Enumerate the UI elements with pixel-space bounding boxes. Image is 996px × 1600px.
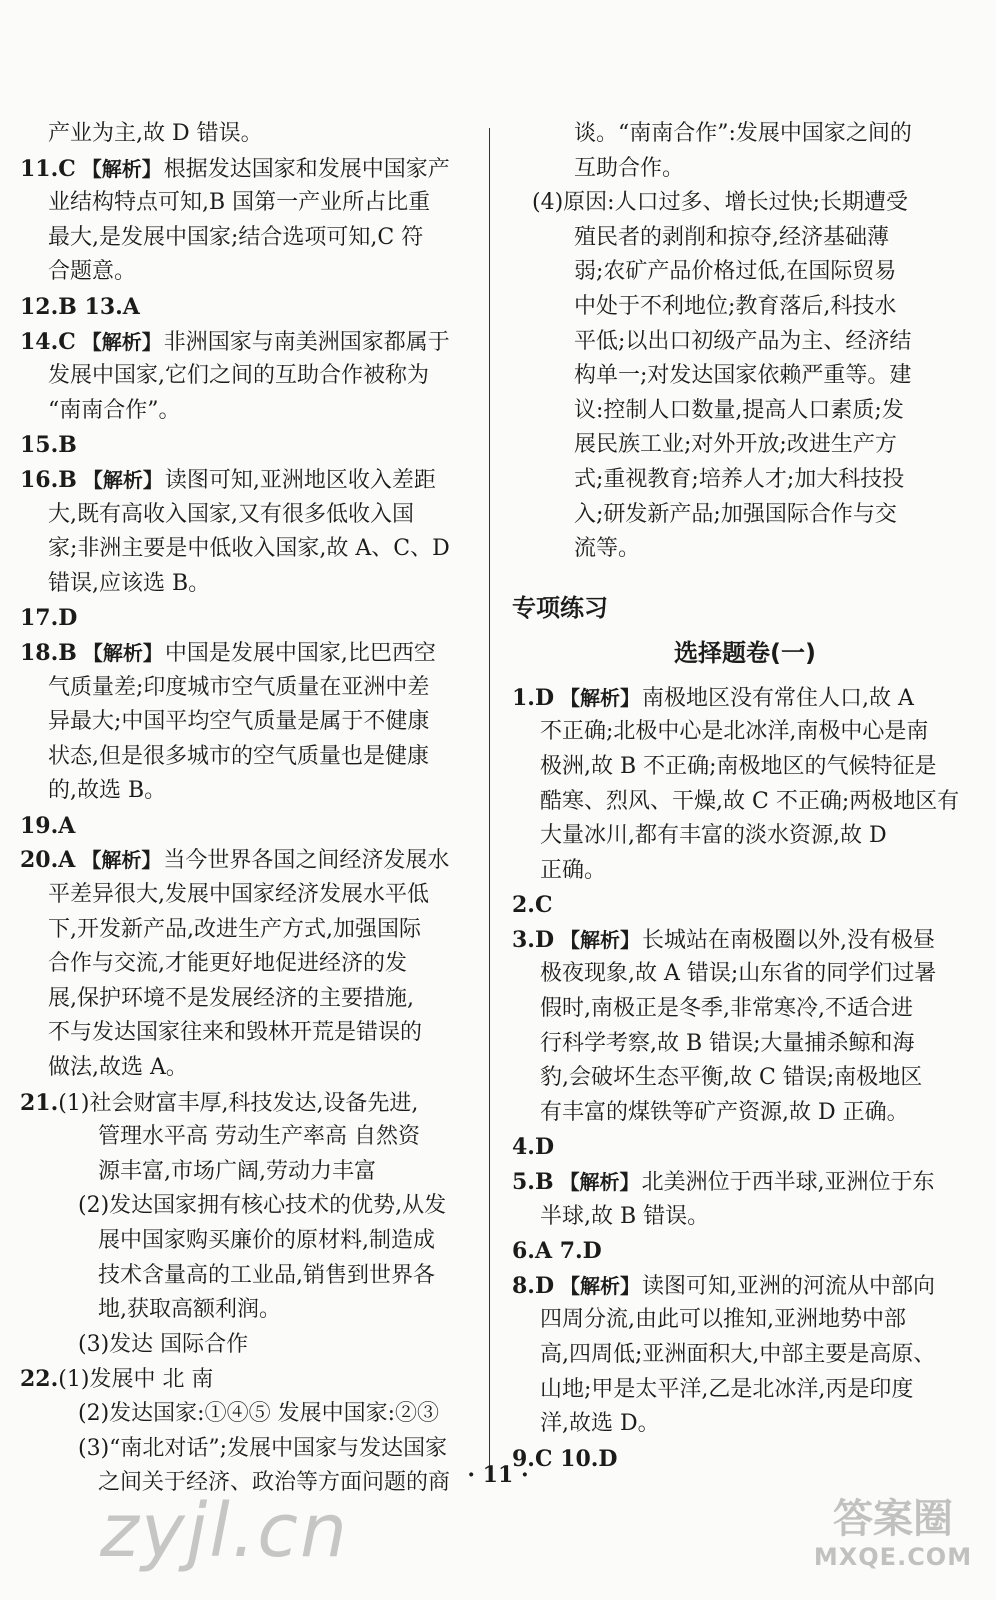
text-line: 平低;以出口初级产品为主、经济结 [574, 328, 912, 354]
text-line: 15.B [20, 432, 77, 459]
answer-text: (1)社会财富丰厚,科技发达,设备先进, [58, 1090, 419, 1116]
text-line: 技术含量高的工业品,销售到世界各 [98, 1262, 435, 1288]
text-line: 发展中国家,它们之间的互助合作被称为 [48, 363, 429, 389]
answer-text: 读图可知,亚洲地区收入差距 [164, 467, 436, 493]
text-line: 合作与交流,才能更好地促进经济的发 [48, 951, 407, 977]
text-line [512, 681, 978, 716]
analysis-tag: 【解析】 [81, 156, 162, 181]
analysis-tag: 【解析】 [81, 329, 162, 354]
question-number: 16.B [20, 466, 77, 493]
text-line: 产业为主,故 D 错误。 [48, 121, 263, 146]
text-line [20, 325, 472, 360]
text-line: 流等。 [574, 536, 641, 562]
text-line: 构单一;对发达国家依赖严重等。建 [574, 363, 912, 389]
answer-text: 当今世界各国之间经济发展水 [163, 848, 450, 874]
question-number: 11.C [20, 155, 76, 182]
text-line: 大,既有高收入国家,又有很多低收入国 [48, 501, 414, 527]
text-line: 半球,故 B 错误。 [540, 1203, 710, 1229]
analysis-tag: 【解析】 [560, 1273, 641, 1298]
text-line: 山地;甲是太平洋,乙是北冰洋,丙是印度 [540, 1376, 914, 1402]
text-line: 状态,但是很多城市的空气质量也是健康 [48, 743, 429, 769]
section-title: 专项练习 [512, 593, 608, 622]
text-line: 管理水平高 劳动生产率高 自然资 [98, 1124, 420, 1150]
text-line [512, 923, 978, 958]
text-line: 豹,会破坏生态平衡,故 C 错误;南极地区 [540, 1065, 923, 1091]
text-line: 展中国家购买廉价的原材料,制造成 [98, 1228, 435, 1253]
answer-text: 读图可知,亚洲的河流从中部向 [642, 1273, 936, 1299]
text-line: 最大,是发展中国家;结合选项可知,C 符 [48, 224, 424, 250]
text-line: 洋,故选 D。 [540, 1411, 660, 1437]
text-line: 气质量差;印度城市空气质量在亚洲中差 [48, 674, 430, 700]
question-number: 22. [20, 1366, 59, 1393]
text-line: 弱;农矿产品价格过低,在国际贸易 [574, 259, 897, 285]
text-line: 四周分流,由此可以推知,亚洲地势中部 [540, 1307, 906, 1333]
text-line: “南南合作”。 [48, 397, 181, 423]
text-line: 不与发达国家往来和毁林开荒是错误的 [48, 1020, 423, 1046]
text-line [20, 463, 472, 498]
text-line: (2)发达国家拥有核心技术的优势,从发 [78, 1193, 447, 1219]
text-line: 合题意。 [48, 259, 137, 285]
text-line [20, 636, 472, 671]
text-line: 行科学考察,故 B 错误;大量捕杀鲸和海 [540, 1030, 915, 1056]
text-line: (4)原因:人口过多、增长过快;长期遭受 [532, 190, 908, 216]
text-line: 2.C [512, 892, 553, 919]
analysis-tag: 【解析】 [560, 685, 641, 710]
watermark-right-logo [808, 1496, 978, 1572]
text-line [512, 1165, 978, 1200]
question-number: 5.B [512, 1169, 554, 1196]
text-line: 大量冰川,都有丰富的淡水资源,故 D [540, 823, 887, 849]
text-line: 源丰富,市场广阔,劳动力丰富 [98, 1158, 376, 1184]
text-line: 12.B 13.A [20, 293, 140, 320]
watermark-right-big: 答案圈 [833, 1496, 953, 1542]
text-line: 19.A [20, 812, 76, 839]
question-number: 20.A [20, 847, 76, 874]
text-line: 入;研发新产品;加强国际合作与交 [574, 501, 897, 527]
watermark-left: zyjl.cn [100, 1488, 349, 1574]
watermark-right-small: MXQE.COM [813, 1543, 973, 1571]
text-line: 正确。 [540, 857, 607, 883]
analysis-tag: 【解析】 [82, 467, 163, 492]
text-line [20, 843, 472, 878]
text-line: 家;非洲主要是中低收入国家,故 A、C、D [48, 536, 450, 562]
text-line: 地,获取高额利润。 [98, 1297, 281, 1323]
text-line: 谈。“南南合作”:发展中国家之间的 [574, 121, 912, 146]
answer-text: 根据发达国家和发展中国家产 [163, 156, 450, 182]
text-line: 之间关于经济、政治等方面问题的商 [98, 1470, 451, 1496]
text-line: 业结构特点可知,B 国第一产业所占比重 [48, 190, 431, 216]
text-line: (3)发达 国际合作 [78, 1331, 249, 1357]
text-line [20, 1086, 472, 1121]
text-line: 高,四周低;亚洲面积大,中部主要是高原、 [540, 1342, 936, 1367]
question-number: 18.B [20, 639, 77, 666]
left-column [20, 117, 472, 1501]
answer-text: 非洲国家与南美洲国家都属于 [163, 329, 450, 355]
text-line [20, 152, 472, 187]
question-number: 21. [20, 1089, 59, 1116]
answer-text: 南极地区没有常住人口,故 A [642, 685, 914, 711]
text-line: 议:控制人口数量,提高人口素质;发 [574, 397, 904, 423]
text-line: 有丰富的煤铁等矿产资源,故 D 正确。 [540, 1099, 909, 1125]
answer-text: 北美洲位于西半球,亚洲位于东 [641, 1170, 935, 1196]
answer-text: 中国是发展中国家,比巴西空 [164, 640, 436, 666]
question-number: 14.C [20, 328, 76, 355]
text-line: 4.D [512, 1134, 555, 1161]
right-column [512, 117, 978, 1476]
right-column-answers [512, 681, 978, 1477]
text-line: 的,故选 B。 [48, 778, 167, 804]
text-line: 展民族工业;对外开放;改进生产方 [574, 432, 897, 458]
answer-text: (1)发展中 北 南 [58, 1367, 214, 1393]
page-number: · 11 · [467, 1462, 529, 1488]
analysis-tag: 【解析】 [81, 848, 162, 873]
answer-text: 长城站在南极圈以外,没有极昼 [642, 927, 936, 953]
text-line: 9.C 10.D [512, 1445, 618, 1472]
analysis-tag: 【解析】 [560, 927, 641, 952]
text-line: 平差异很大,发展中国家经济发展水平低 [48, 882, 429, 908]
text-line: 展,保护环境不是发展经济的主要措施, [48, 985, 414, 1011]
text-line: 极夜现象,故 A 错误;山东省的同学们过暑 [540, 961, 937, 987]
text-line: 殖民者的剥削和掠夺,经济基础薄 [574, 224, 889, 250]
analysis-tag: 【解析】 [559, 1170, 640, 1195]
text-line: (2)发达国家:①④⑤ 发展中国家:②③ [78, 1400, 439, 1426]
analysis-tag: 【解析】 [82, 640, 163, 665]
text-line: 互助合作。 [574, 155, 685, 181]
question-number: 1.D [512, 684, 555, 711]
text-line: 式;重视教育;培养人才;加大科技投 [574, 466, 905, 492]
text-line: 极洲,故 B 不正确;南极地区的气候特征是 [540, 753, 937, 779]
text-line: 中处于不利地位;教育落后,科技水 [574, 293, 897, 319]
question-number: 8.D [512, 1272, 555, 1299]
text-line: 不正确;北极中心是北冰洋,南极中心是南 [540, 719, 929, 745]
question-number: 3.D [512, 926, 555, 953]
text-line: 错误,应该选 B。 [48, 570, 211, 596]
text-line: 酷寒、烈风、干燥,故 C 不正确;两极地区有 [540, 788, 960, 814]
text-line: (3)“南北对话”;发展中国家与发达国家 [78, 1435, 448, 1461]
sub-title: 选择题卷(一) [674, 638, 816, 667]
column-divider [489, 128, 490, 1468]
text-line: 异最大;中国平均空气质量是属于不健康 [48, 709, 430, 735]
right-column-continuation [512, 117, 978, 567]
text-line: 17.D [20, 605, 78, 632]
text-line: 做法,故选 A。 [48, 1055, 188, 1081]
text-line: 6.A 7.D [512, 1238, 602, 1265]
text-line: 下,开发新产品,改进生产方式,加强国际 [48, 916, 421, 942]
text-line [20, 1362, 472, 1397]
text-line [512, 1269, 978, 1304]
text-line: 假时,南极正是冬季,非常寒冷,不适合进 [540, 996, 913, 1022]
